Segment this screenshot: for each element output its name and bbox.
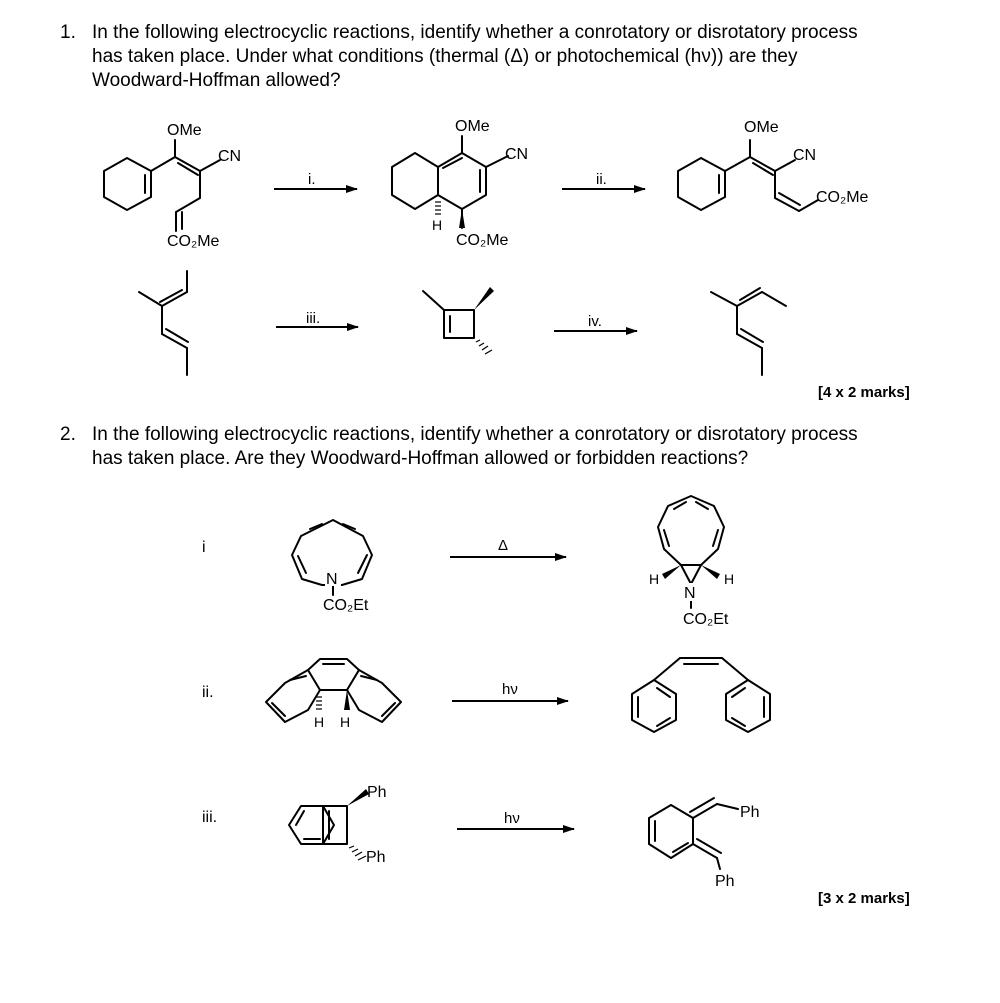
- q1-a-co2me-label: CO₂Me: [167, 233, 220, 250]
- q1-b-co2me-label: CO₂Me: [456, 232, 509, 249]
- question-2-line-2: has taken place. Are they Woodward-Hoffman allowed or forbidden reactions?: [92, 448, 749, 469]
- q1-arrow-ii-label: ii.: [596, 171, 607, 188]
- q2-iii-prod-ph-bottom: Ph: [715, 873, 735, 890]
- q1-molecule-cyclohexenyl-triene: [104, 122, 241, 250]
- q1-b-h-label: H: [432, 217, 443, 233]
- question-2-line-1: In the following electrocyclic reactions, identify whether a conrotatory or disrotatory process: [92, 424, 858, 445]
- q2-arrow-i-condition: Δ: [498, 537, 509, 554]
- q2-i-n-label: N: [326, 571, 338, 588]
- q1-arrow-i-label: i.: [308, 171, 316, 188]
- q2-molecule-azonine: [292, 520, 372, 614]
- q1-c-co2me-label: CO₂Me: [816, 189, 869, 206]
- q1-molecule-cyclohexenyl-triene-product: [678, 119, 869, 211]
- q2-molecule-cis-stilbene: [632, 658, 770, 732]
- q2-ii-h-right: H: [340, 714, 351, 730]
- q2-iii-ph-top: Ph: [367, 784, 387, 801]
- q2-iii-prod-ph-top: Ph: [740, 804, 760, 821]
- q2-molecule-diphenylbenzocyclobutene: [289, 784, 387, 866]
- q1-arrow-iv-label: iv.: [588, 313, 602, 330]
- q1-a-cn-label: CN: [218, 148, 242, 165]
- q2-arrow-iii-condition: hν: [504, 810, 520, 827]
- question-1-line-2: has taken place. Under what conditions (thermal (Δ) or photochemical (hν)) are they: [92, 46, 798, 67]
- question-1-marks: [4 x 2 marks]: [818, 384, 910, 401]
- q2-i-prod-n-label: N: [684, 585, 696, 602]
- q2-molecule-bis-benzylidene-cyclohexadiene: [649, 798, 760, 890]
- q2-iii-ph-bottom: Ph: [366, 849, 386, 866]
- q2-row-iii-label: iii.: [202, 809, 218, 826]
- q2-i-prod-co2et-label: CO₂Et: [683, 611, 729, 628]
- q2-i-prod-h-right: H: [724, 571, 735, 587]
- question-2-marks: [3 x 2 marks]: [818, 890, 910, 907]
- q2-i-co2et-label: CO₂Et: [323, 597, 369, 614]
- q2-row-i-label: i: [202, 539, 206, 556]
- q1-molecule-dimethylhexadiene: [139, 271, 188, 375]
- q2-ii-h-left: H: [314, 714, 325, 730]
- question-1-line-3: Woodward-Hoffman allowed?: [92, 70, 341, 91]
- q2-arrow-ii-condition: hν: [502, 681, 518, 698]
- q1-molecule-hexahydronaphthalene: [392, 118, 528, 249]
- q2-molecule-azabicyclononatriene: [649, 496, 734, 628]
- question-2-number: 2.: [60, 424, 76, 445]
- q1-a-ome-label: OMe: [167, 122, 202, 139]
- q1-c-ome-label: OMe: [744, 119, 779, 136]
- question-1-number: 1.: [60, 22, 76, 43]
- q1-molecule-cyclobutene: [423, 287, 494, 354]
- q2-molecule-dihydrophenanthrene: [266, 659, 401, 730]
- q1-b-ome-label: OMe: [455, 118, 490, 135]
- q2-i-prod-h-left: H: [649, 571, 660, 587]
- q1-molecule-dimethylhexadiene-product: [711, 288, 786, 375]
- q1-b-cn-label: CN: [505, 146, 529, 163]
- q1-arrow-iii-label: iii.: [306, 310, 321, 327]
- question-1-line-1: In the following electrocyclic reactions, identify whether a conrotatory or disrotatory process: [92, 22, 858, 43]
- q1-c-cn-label: CN: [793, 147, 817, 164]
- q2-row-ii-label: ii.: [202, 684, 214, 701]
